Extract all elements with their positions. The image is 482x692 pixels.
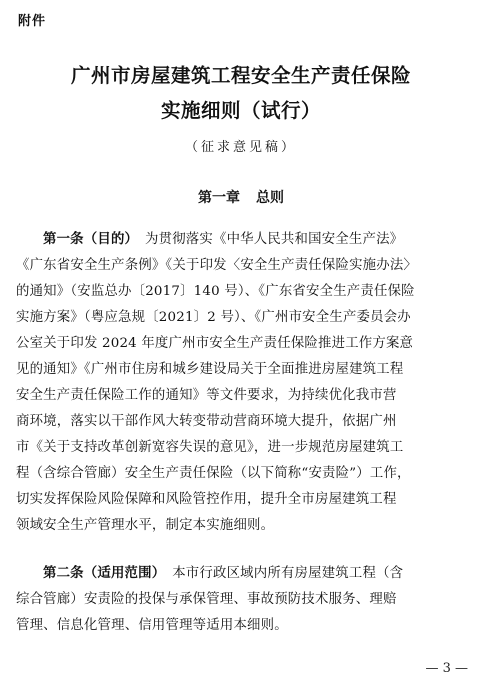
article-line — [16, 227, 468, 253]
article-line: 领域安全生产管理水平，制定本实施细则。 — [16, 518, 275, 533]
article-title: 第二条（适用范围） — [43, 566, 159, 581]
article-line: 市《关于支持改革创新宽容失误的意见》，进一步规范房屋建筑工 — [16, 440, 404, 455]
article-title: 第一条（目的） — [43, 232, 132, 247]
page-number: — 3 — — [425, 661, 468, 676]
chapter-number: 第一章 — [198, 190, 240, 206]
article-line: 见的通知》《广州市住房和城乡建设局关于全面推进房屋建筑工程 — [16, 362, 404, 377]
article-line: 切实发挥保险风险保障和风险管控作用，提升全市房屋建筑工程 — [16, 492, 397, 507]
article-2 — [16, 561, 468, 639]
article-line: 综合管廊）安责险的投保与承保管理、事故预防技术服务、理赔 — [16, 592, 397, 607]
article-line: 公室关于印发 2024 年度广州市安全生产责任保险推进工作方案意 — [16, 336, 414, 351]
article-text: 为贯彻落实《中华人民共和国安全生产法》 — [145, 232, 404, 247]
article-line: 实施方案》（粤应急规〔2021〕2 号）、《广州市安全生产委员会办 — [16, 310, 411, 325]
document-title-line2: 实施细则（试行） — [160, 99, 321, 122]
article-line: 程（含综合管廊）安全生产责任保险（以下简称“安责险”）工作， — [16, 466, 411, 481]
attachment-label: 附件 — [18, 14, 47, 29]
article-line: 的通知》（安监总办〔2017〕140 号）、《广东省安全生产责任保险 — [16, 284, 415, 299]
article-line: 商环境，落实以干部作风大转变带动营商环境大提升，依据广州 — [16, 414, 397, 429]
article-line — [16, 561, 468, 587]
article-line: 《广东省安全生产条例》《关于印发〈安全生产责任保险实施办法〉 — [16, 258, 418, 273]
document-title-line1: 广州市房屋建筑工程安全生产责任保险 — [70, 64, 411, 87]
article-1 — [16, 227, 468, 539]
article-line: 安全生产责任保险工作的通知》等文件要求，为持续优化我市营 — [16, 388, 397, 403]
article-line: 管理、信息化管理、信用管理等适用本细则。 — [16, 618, 288, 633]
draft-subtitle: （征求意见稿） — [184, 140, 297, 155]
article-text: 本市行政区域内所有房屋建筑工程（含 — [172, 566, 404, 581]
chapter-heading — [0, 187, 482, 207]
chapter-name: 总则 — [256, 190, 284, 206]
